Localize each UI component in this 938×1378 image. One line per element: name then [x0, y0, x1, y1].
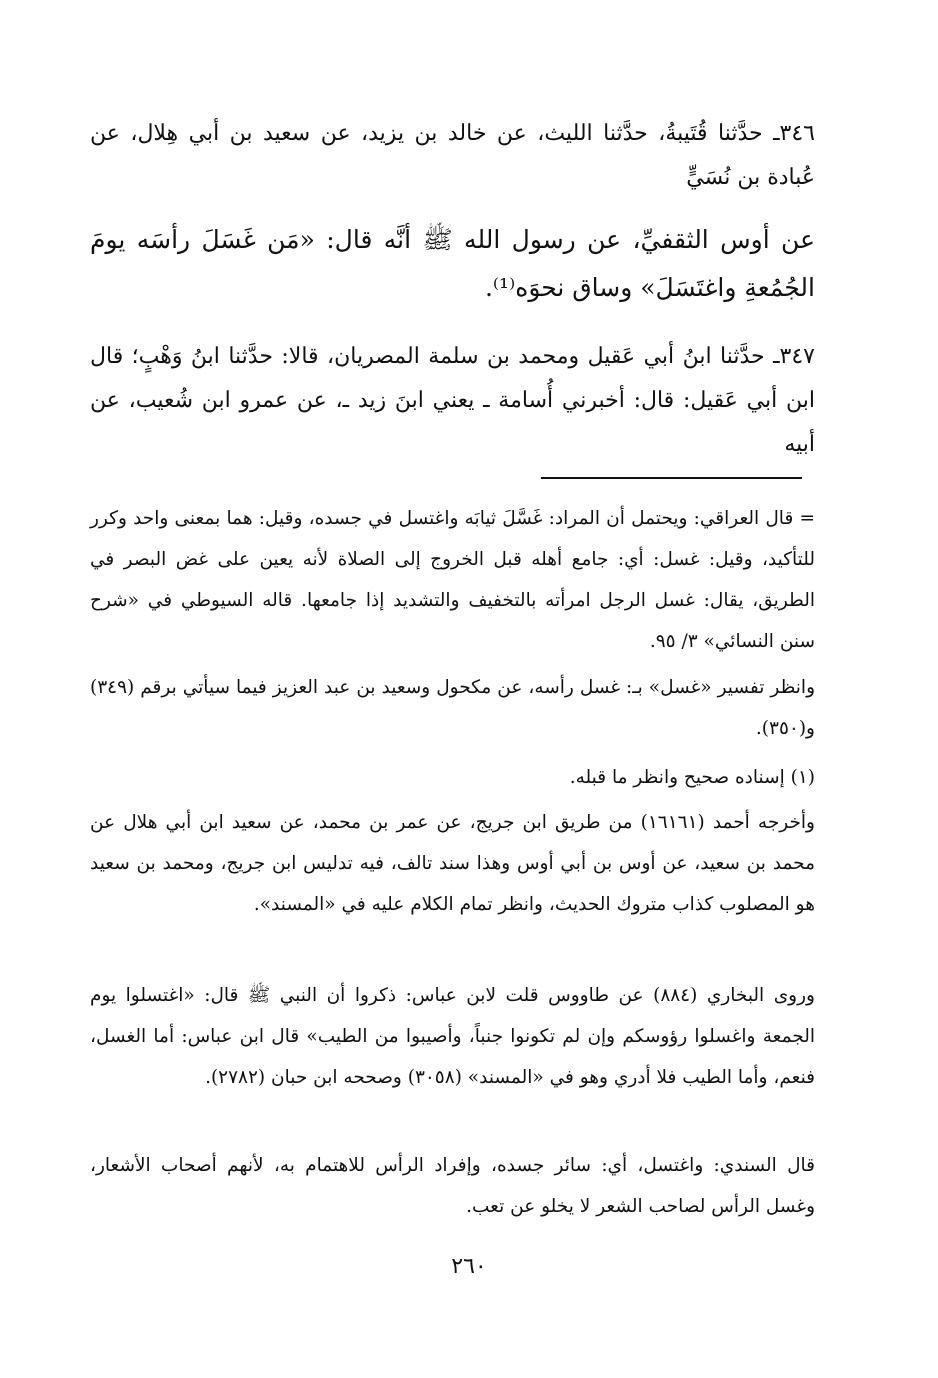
footnote-continuation: = قال العراقي: ويحتمل أن المراد: غَسَّلَ ثيابَه واغتسل في جسده، وقيل: هما بمعنى واحد وكرر للتأكيد، وقيل: غسل: أي: جامع أهله قبل الخروج إلى الصلاة لأنه يعين على غض البصر في الطريق، يقال: غسل الرجل امرأته بالتخفيف والتشديد إذا جامعها. قاله السيوطي في «شرح سنن النسائي» ٣/ ٩٥.	[90, 508, 815, 652]
hadith-346-isnad: ٣٤٦ـ حدَّثنا قُتَيبةُ، حدَّثنا الليث، عن خالد بن يزيد، عن سعيد بن أبي هِلال، عن عُبادة بن نُسَيٍّ	[90, 121, 815, 190]
footnote-paragraph: قال السندي: واغتسل، أي: سائر جسده، وإفراد الرأس للاهتمام به، لأنهم أصحاب الأشعار، وغسل الرأس لصاحب الشعر لا يخلو عن تعب.	[90, 1155, 815, 1217]
footnote-paragraph: وأخرجه أحمد (١٦١٦١) من طريق ابن جريج، عن عمر بن محمد، عن سعيد ابن أبي هلال عن محمد بن سعيد، عن أوس بن أبي أوس وهذا سند تالف، فيه تدليس ابن جريج، ومحمد بن سعيد هو المصلوب كذاب متروك الحديث، وانظر تمام الكلام عليه في «المسند».	[90, 812, 815, 915]
footnote-paragraph: وروى البخاري (٨٨٤) عن طاووس قلت لابن عباس: ذكروا أن النبي ﷺ قال: «اغتسلوا يوم الجمعة واغسلوا رؤوسكم وإن لم تكونوا جنباً، وأصيبوا من الطيب» قال ابن عباس: أما الغسل، فنعم، وأما الطيب فلا أدري وهو في «المسند» (٣٠٥٨) وصححه ابن حبان (٢٧٨٢).	[90, 985, 815, 1088]
hadith-347-isnad: ٣٤٧ـ حدَّثنا ابنُ أبي عَقيل ومحمد بن سلمة المصريان، قالا: حدَّثنا ابنُ وَهْبٍ؛ قال ابن أبي عَقيل: قال: أخبرني أُسامة ـ يعني ابنَ زيد ـ، عن عمرو ابن شُعيب، عن أبيه	[90, 344, 815, 457]
footnote-paragraph: وانظر تفسير «غسل» بـ: غسل رأسه، عن مكحول وسعيد بن عبد العزيز فيما سيأتي برقم (٣٤٩) و(٣٥٠).	[90, 677, 815, 739]
footnote-1: (١) إسناده صحيح وانظر ما قبله.	[569, 767, 815, 788]
page-number: ٢٦٠	[451, 1254, 487, 1279]
hadith-346-matn: عن أوس الثقفيِّ، عن رسول الله ﷺ أنَّه قال: «مَن غَسَلَ رأسَه يومَ الجُمُعةِ واغتَسَلَ» وساق نحوَه⁽¹⁾.	[90, 225, 815, 302]
footnote-separator	[541, 477, 802, 479]
